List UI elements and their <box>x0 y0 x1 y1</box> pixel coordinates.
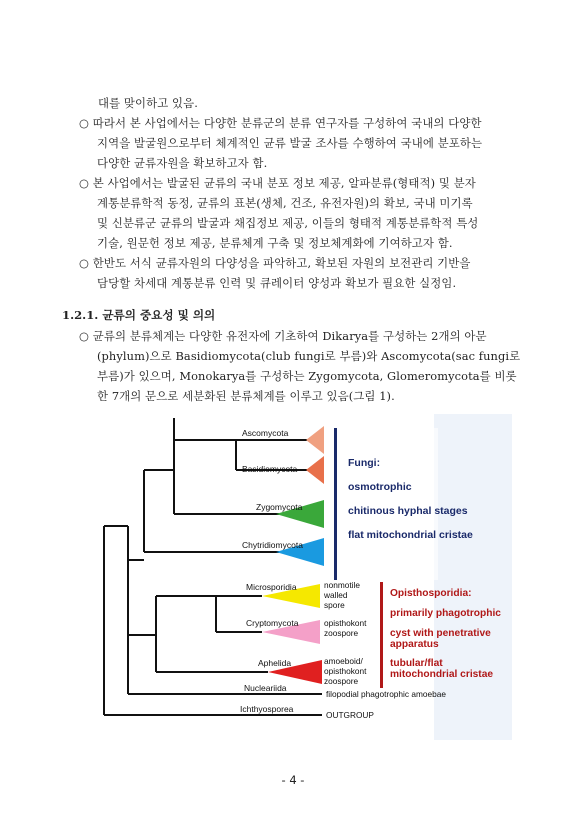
taxon-label: Ascomycota <box>242 428 289 438</box>
opisthosporidia-title: Opisthosporidia: <box>390 588 472 599</box>
fungi-title: Fungi: <box>348 457 381 469</box>
phylogeny-figure <box>96 410 516 742</box>
clade-note: opisthokont <box>324 666 367 676</box>
ascomycota-triangle <box>306 426 324 454</box>
section-line: 부름)가 있으며, Monokarya를 구성하는 Zygomycota, Glomeromycota를 비롯 <box>97 369 517 383</box>
opisthosporidia-trait: mitochondrial cristae <box>390 669 494 680</box>
clade-note: opisthokont <box>324 618 367 628</box>
section-heading: 1.2.1. 균류의 중요성 및 의의 <box>62 308 216 322</box>
clade-note: amoeboid/ <box>324 656 363 666</box>
opisthosporidia-trait: cyst with penetrative <box>390 628 491 639</box>
body-line: ○ 본 사업에서는 발굴된 균류의 국내 분포 정보 제공, 알파분류(형태적) 및 분자 <box>79 176 476 190</box>
taxon-label: Microsporidia <box>246 582 297 592</box>
taxon-label: Nucleariida <box>244 683 287 693</box>
section-line: 한 7개의 문으로 세분화된 분류체계를 이루고 있음(그림 1). <box>97 389 395 403</box>
body-line: 대를 맞이하고 있음. <box>98 96 198 110</box>
clade-note: zoospore <box>324 676 359 686</box>
fungi-trait: chitinous hyphal stages <box>348 505 468 517</box>
clade-note: zoospore <box>324 628 359 638</box>
taxon-label: Ichthyosporea <box>240 704 294 714</box>
clade-note: walled <box>324 590 348 600</box>
body-line: 지역을 발굴원으로부터 체계적인 균류 발굴 조사를 수행하여 국내에 분포하는 <box>97 136 483 150</box>
taxon-label: Basidiomycota <box>242 464 298 474</box>
clade-note: filopodial phagotrophic amoebae <box>326 689 446 699</box>
body-line: ○ 따라서 본 사업에서는 다양한 분류군의 분류 연구자를 구성하여 국내의 다양한 <box>79 116 482 130</box>
body-line: ○ 한반도 서식 균류자원의 다양성을 파악하고, 확보된 자원의 보전관리 기반을 <box>79 256 471 270</box>
opisthosporidia-trait: primarily phagotrophic <box>390 608 501 619</box>
clade-note: spore <box>324 600 345 610</box>
taxon-label: Aphelida <box>258 658 292 668</box>
body-line: 및 신분류군 균류의 발굴과 채집정보 제공, 이들의 형태적 계통분류학적 특성 <box>97 216 479 230</box>
fungi-bracket <box>334 428 337 580</box>
section-line: (phylum)으로 Basidiomycota(club fungi로 부름)와 Ascomycota(sac fungi로 <box>97 349 521 363</box>
body-line: 계통분류학적 동정, 균류의 표본(생체, 건조, 유전자원)의 확보, 국내 미기록 <box>97 196 473 210</box>
fungi-panel-fill <box>348 428 438 580</box>
section-line: ○ 균류의 분류체계는 다양한 유전자에 기초하여 Dikarya를 구성하는 2개의 아문 <box>79 329 487 343</box>
body-line: 담당할 차세대 계통분류 인력 및 큐레이터 양성과 확보가 필요한 실정임. <box>97 276 457 290</box>
taxon-label: Chytridiomycota <box>242 540 303 550</box>
opisthosporidia-bracket <box>380 582 383 688</box>
opisthosporidia-trait: apparatus <box>390 639 439 650</box>
clade-note: OUTGROUP <box>326 710 374 720</box>
basidiomycota-triangle <box>306 456 324 484</box>
page-number: - 4 - <box>281 773 305 787</box>
clade-note: nonmotile <box>324 580 360 590</box>
body-line: 기술, 원문헌 정보 제공, 분류체계 구축 및 정보체계화에 기여하고자 함. <box>97 236 453 250</box>
taxon-label: Cryptomycota <box>246 618 299 628</box>
taxon-label: Zygomycota <box>256 502 303 512</box>
body-line: 다양한 균류자원을 확보하고자 함. <box>97 156 268 170</box>
fungi-trait: flat mitochondrial cristae <box>348 529 473 541</box>
opisthosporidia-trait: tubular/flat <box>390 658 443 669</box>
fungi-trait: osmotrophic <box>348 481 412 493</box>
